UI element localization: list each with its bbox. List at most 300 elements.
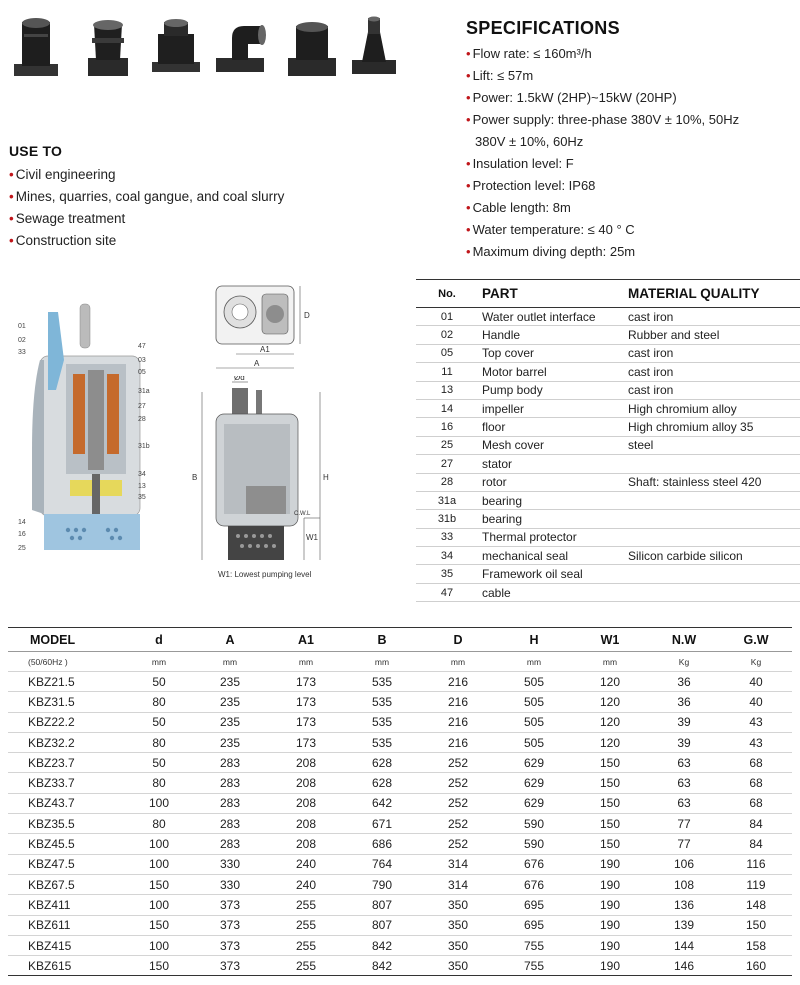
dimension-d: Ød	[234, 376, 245, 382]
parts-table-row	[416, 528, 800, 546]
model-name: KBZ21.5	[8, 672, 126, 692]
part-name: Pump body	[478, 381, 624, 399]
parts-table-row	[416, 583, 800, 601]
dim-A1: 173	[268, 712, 344, 732]
part-number: 14	[416, 399, 478, 417]
part-name: Thermal protector	[478, 528, 624, 546]
dim-A: 283	[192, 834, 268, 854]
parts-table-row	[416, 381, 800, 399]
dim-A1: 255	[268, 935, 344, 955]
drawing-note: W1: Lowest pumping level	[218, 570, 312, 579]
parts-table-row	[416, 473, 800, 491]
use-to-item: • Sewage treatment	[9, 211, 126, 226]
model-name: KBZ411	[8, 895, 126, 915]
dim-W1: 150	[572, 793, 648, 813]
dim-H: 505	[496, 692, 572, 712]
parts-table-row	[416, 363, 800, 381]
bullet: •	[9, 189, 14, 204]
model-name: KBZ32.2	[8, 732, 126, 752]
dim-A: 235	[192, 672, 268, 692]
outlet-diameter: 100	[126, 834, 192, 854]
parts-table-row	[416, 399, 800, 417]
part-material: cast iron	[624, 344, 800, 362]
model-dimensions-table	[8, 627, 792, 976]
net-weight: 63	[648, 753, 720, 773]
gross-weight: 116	[720, 854, 792, 874]
dim-A: 235	[192, 712, 268, 732]
dim-W1: 190	[572, 935, 648, 955]
model-row	[8, 773, 792, 793]
net-weight: 36	[648, 672, 720, 692]
dim-A1: 240	[268, 854, 344, 874]
outlet-interface-thumbnails	[8, 14, 408, 84]
net-weight: 36	[648, 692, 720, 712]
specifications-list	[466, 43, 796, 263]
callout-31b: 31b	[138, 443, 150, 450]
model-name: KBZ22.2	[8, 712, 126, 732]
dim-A1: 208	[268, 753, 344, 773]
dim-A: 283	[192, 753, 268, 773]
pump-cross-section-drawing	[18, 300, 158, 555]
parts-table-row	[416, 510, 800, 528]
model-row	[8, 793, 792, 813]
specifications-section	[466, 18, 796, 263]
part-material: Shaft: stainless steel 420	[624, 473, 800, 491]
pump-top-view-drawing	[196, 278, 326, 374]
dim-A: 373	[192, 956, 268, 976]
dim-B: 790	[344, 874, 420, 894]
spec-item: • Power: 1.5kW (2HP)~15kW (20HP)	[466, 90, 677, 105]
parts-table-row	[416, 455, 800, 473]
callout-01: 01	[18, 323, 26, 330]
dim-B: 628	[344, 773, 420, 793]
dim-A: 283	[192, 773, 268, 793]
model-name: KBZ615	[8, 956, 126, 976]
callout-35: 35	[138, 494, 146, 501]
bullet: •	[9, 211, 14, 226]
dim-H: 695	[496, 915, 572, 935]
dim-D: 252	[420, 834, 496, 854]
net-weight: 77	[648, 814, 720, 834]
dim-D: 216	[420, 692, 496, 712]
dim-A1: 240	[268, 874, 344, 894]
outlet-diameter: 150	[126, 956, 192, 976]
part-material	[624, 565, 800, 583]
dim-D: 314	[420, 854, 496, 874]
part-material: cast iron	[624, 381, 800, 399]
dim-H: 695	[496, 895, 572, 915]
dim-A1: 208	[268, 793, 344, 813]
dim-B: 807	[344, 895, 420, 915]
specifications-title: SPECIFICATIONS	[466, 18, 620, 38]
model-name: KBZ35.5	[8, 814, 126, 834]
dim-H: 755	[496, 935, 572, 955]
gross-weight: 160	[720, 956, 792, 976]
unit-label: (50/60Hz )	[8, 652, 126, 672]
gross-weight: 148	[720, 895, 792, 915]
header-material: MATERIAL QUALITY	[624, 280, 800, 308]
dim-B: 842	[344, 956, 420, 976]
dim-A: 373	[192, 895, 268, 915]
unit-label: mm	[344, 652, 420, 672]
dim-W1: 120	[572, 732, 648, 752]
dim-B: 642	[344, 793, 420, 813]
dim-A1: 208	[268, 773, 344, 793]
callout-31a: 31a	[138, 388, 150, 395]
dim-D: 350	[420, 895, 496, 915]
part-number: 33	[416, 528, 478, 546]
outlet-flange-image-1	[8, 14, 64, 80]
dim-A: 373	[192, 935, 268, 955]
dim-B: 671	[344, 814, 420, 834]
outlet-diameter: 100	[126, 793, 192, 813]
dim-W1: 120	[572, 672, 648, 692]
dim-W1: 150	[572, 753, 648, 773]
callout-05: 05	[138, 369, 146, 376]
header-B: B	[344, 628, 420, 652]
part-name: cable	[478, 583, 624, 601]
outlet-diameter: 100	[126, 935, 192, 955]
spec-item-continuation: 380V ± 10%, 60Hz	[475, 134, 584, 149]
callout-16: 16	[18, 531, 26, 538]
outlet-elbow-image	[212, 14, 268, 80]
gross-weight: 158	[720, 935, 792, 955]
models-header-row	[8, 628, 792, 652]
dim-D: 350	[420, 956, 496, 976]
part-material: steel	[624, 436, 800, 454]
model-row	[8, 692, 792, 712]
outlet-diameter: 80	[126, 773, 192, 793]
unit-label: mm	[572, 652, 648, 672]
unit-label: mm	[192, 652, 268, 672]
model-row	[8, 895, 792, 915]
use-to-item: • Mines, quarries, coal gangue, and coal slurry	[9, 189, 285, 204]
parts-header-row	[416, 280, 800, 308]
part-number: 31b	[416, 510, 478, 528]
dimension-W1: W1	[306, 533, 318, 542]
dim-W1: 190	[572, 874, 648, 894]
dim-D: 252	[420, 753, 496, 773]
dim-D: 252	[420, 814, 496, 834]
header-nw: N.W	[648, 628, 720, 652]
net-weight: 77	[648, 834, 720, 854]
header-model: MODEL	[8, 628, 126, 652]
parts-table-row	[416, 436, 800, 454]
use-to-list	[9, 164, 389, 252]
outlet-hose-nozzle-image	[346, 14, 402, 80]
spec-item: • Insulation level: F	[466, 156, 574, 171]
part-number: 05	[416, 344, 478, 362]
callout-34: 34	[138, 471, 146, 478]
unit-label: mm	[268, 652, 344, 672]
dim-D: 252	[420, 773, 496, 793]
outlet-diameter: 80	[126, 732, 192, 752]
outlet-diameter: 50	[126, 753, 192, 773]
gross-weight: 68	[720, 773, 792, 793]
parts-table-row	[416, 547, 800, 565]
net-weight: 146	[648, 956, 720, 976]
outlet-diameter: 50	[126, 712, 192, 732]
dim-B: 842	[344, 935, 420, 955]
gross-weight: 68	[720, 753, 792, 773]
net-weight: 63	[648, 773, 720, 793]
model-name: KBZ23.7	[8, 753, 126, 773]
spec-item: • Lift: ≤ 57m	[466, 68, 534, 83]
dim-H: 505	[496, 672, 572, 692]
part-number: 35	[416, 565, 478, 583]
part-material	[624, 510, 800, 528]
dimension-A1: A1	[260, 345, 270, 354]
dim-D: 216	[420, 712, 496, 732]
header-no: No.	[416, 280, 478, 308]
header-A: A	[192, 628, 268, 652]
part-number: 13	[416, 381, 478, 399]
dim-H: 590	[496, 834, 572, 854]
dim-W1: 120	[572, 692, 648, 712]
model-row	[8, 834, 792, 854]
dim-D: 350	[420, 935, 496, 955]
callout-28: 28	[138, 416, 146, 423]
spec-item: • Water temperature: ≤ 40 ° C	[466, 222, 635, 237]
net-weight: 108	[648, 874, 720, 894]
dim-H: 629	[496, 753, 572, 773]
header-W1: W1	[572, 628, 648, 652]
part-name: Top cover	[478, 344, 624, 362]
dim-B: 535	[344, 672, 420, 692]
gross-weight: 84	[720, 814, 792, 834]
part-name: impeller	[478, 399, 624, 417]
unit-label: mm	[420, 652, 496, 672]
part-number: 01	[416, 308, 478, 326]
outlet-diameter: 150	[126, 915, 192, 935]
dim-B: 535	[344, 712, 420, 732]
outlet-diameter: 100	[126, 895, 192, 915]
use-to-item: • Construction site	[9, 233, 117, 248]
spec-item: • Cable length: 8m	[466, 200, 571, 215]
parts-table-row	[416, 418, 800, 436]
dim-W1: 190	[572, 956, 648, 976]
model-row	[8, 753, 792, 773]
spec-item: • Protection level: IP68	[466, 178, 596, 193]
part-name: Water outlet interface	[478, 308, 624, 326]
dim-A1: 255	[268, 956, 344, 976]
gross-weight: 119	[720, 874, 792, 894]
units-row	[8, 652, 792, 672]
dim-A: 235	[192, 692, 268, 712]
outlet-flange-image-2	[80, 14, 136, 80]
outlet-diameter: 150	[126, 874, 192, 894]
dimension-B: B	[192, 473, 198, 482]
outlet-diameter: 80	[126, 814, 192, 834]
dim-A: 330	[192, 874, 268, 894]
part-material	[624, 455, 800, 473]
dim-H: 629	[496, 793, 572, 813]
net-weight: 144	[648, 935, 720, 955]
dim-W1: 190	[572, 895, 648, 915]
dim-W1: 190	[572, 854, 648, 874]
callout-33: 33	[18, 349, 26, 356]
dim-D: 252	[420, 793, 496, 813]
dim-D: 350	[420, 915, 496, 935]
part-name: stator	[478, 455, 624, 473]
dim-A: 330	[192, 854, 268, 874]
dim-H: 505	[496, 712, 572, 732]
unit-label: mm	[496, 652, 572, 672]
dimension-A: A	[254, 359, 260, 368]
dim-H: 676	[496, 874, 572, 894]
dim-A1: 208	[268, 814, 344, 834]
dim-B: 628	[344, 753, 420, 773]
gross-weight: 150	[720, 915, 792, 935]
model-name: KBZ611	[8, 915, 126, 935]
model-name: KBZ47.5	[8, 854, 126, 874]
part-material: cast iron	[624, 308, 800, 326]
dimension-H: H	[323, 473, 329, 482]
part-number: 02	[416, 326, 478, 344]
model-row	[8, 956, 792, 976]
part-material: High chromium alloy 35	[624, 418, 800, 436]
spec-item: • Maximum diving depth: 25m	[466, 244, 636, 259]
part-number: 16	[416, 418, 478, 436]
callout-47: 47	[138, 343, 146, 350]
dim-W1: 150	[572, 814, 648, 834]
outlet-diameter: 50	[126, 672, 192, 692]
gross-weight: 40	[720, 692, 792, 712]
dim-H: 629	[496, 773, 572, 793]
net-weight: 106	[648, 854, 720, 874]
model-name: KBZ415	[8, 935, 126, 955]
part-name: rotor	[478, 473, 624, 491]
dim-A: 373	[192, 915, 268, 935]
net-weight: 139	[648, 915, 720, 935]
dim-H: 755	[496, 956, 572, 976]
gross-weight: 43	[720, 732, 792, 752]
dim-A: 283	[192, 793, 268, 813]
spec-item: • Power supply: three-phase 380V ± 10%, 50Hz	[466, 112, 740, 127]
gross-weight: 40	[720, 672, 792, 692]
part-name: Handle	[478, 326, 624, 344]
part-name: mechanical seal	[478, 547, 624, 565]
dim-A1: 255	[268, 895, 344, 915]
part-number: 31a	[416, 491, 478, 509]
model-name: KBZ67.5	[8, 874, 126, 894]
model-row	[8, 814, 792, 834]
outlet-flange-image-3	[148, 14, 204, 80]
use-to-item: • Civil engineering	[9, 167, 116, 182]
dim-W1: 150	[572, 834, 648, 854]
net-weight: 136	[648, 895, 720, 915]
dim-A1: 255	[268, 915, 344, 935]
part-name: Motor barrel	[478, 363, 624, 381]
use-to-section	[9, 143, 389, 252]
model-name: KBZ45.5	[8, 834, 126, 854]
part-material: Rubber and steel	[624, 326, 800, 344]
use-to-title: USE TO	[9, 143, 63, 159]
header-D: D	[420, 628, 496, 652]
dim-W1: 190	[572, 915, 648, 935]
part-number: 25	[416, 436, 478, 454]
part-name: Framework oil seal	[478, 565, 624, 583]
dim-D: 314	[420, 874, 496, 894]
callout-25: 25	[18, 545, 26, 552]
part-name: bearing	[478, 491, 624, 509]
outlet-flange-image-4	[284, 14, 340, 80]
unit-label: Kg	[648, 652, 720, 672]
parts-table-row	[416, 344, 800, 362]
dim-A: 283	[192, 814, 268, 834]
net-weight: 63	[648, 793, 720, 813]
part-number: 27	[416, 455, 478, 473]
model-row	[8, 732, 792, 752]
part-material	[624, 583, 800, 601]
dim-B: 764	[344, 854, 420, 874]
dim-H: 676	[496, 854, 572, 874]
gross-weight: 43	[720, 712, 792, 732]
callout-14: 14	[18, 519, 26, 526]
bullet: •	[9, 167, 14, 182]
dim-A1: 208	[268, 834, 344, 854]
model-row	[8, 854, 792, 874]
part-number: 47	[416, 583, 478, 601]
part-material: High chromium alloy	[624, 399, 800, 417]
model-name: KBZ33.7	[8, 773, 126, 793]
header-d: d	[126, 628, 192, 652]
part-number: 28	[416, 473, 478, 491]
gross-weight: 84	[720, 834, 792, 854]
part-number: 11	[416, 363, 478, 381]
part-material	[624, 528, 800, 546]
model-row	[8, 672, 792, 692]
parts-table-row	[416, 308, 800, 326]
net-weight: 39	[648, 712, 720, 732]
dim-H: 590	[496, 814, 572, 834]
parts-table-row	[416, 326, 800, 344]
dimension-CWL: C.W.L	[294, 511, 311, 517]
bullet: •	[9, 233, 14, 248]
dim-B: 686	[344, 834, 420, 854]
part-material: cast iron	[624, 363, 800, 381]
dim-D: 216	[420, 732, 496, 752]
part-number: 34	[416, 547, 478, 565]
dim-H: 505	[496, 732, 572, 752]
callout-27: 27	[138, 403, 146, 410]
header-A1: A1	[268, 628, 344, 652]
parts-material-table	[416, 279, 800, 602]
header-gw: G.W	[720, 628, 792, 652]
gross-weight: 68	[720, 793, 792, 813]
dim-W1: 150	[572, 773, 648, 793]
callout-02: 02	[18, 337, 26, 344]
outlet-diameter: 100	[126, 854, 192, 874]
model-row	[8, 874, 792, 894]
model-name: KBZ31.5	[8, 692, 126, 712]
pump-side-view-drawing	[186, 376, 336, 568]
parts-table-row	[416, 565, 800, 583]
header-part: PART	[478, 280, 624, 308]
dim-A1: 173	[268, 692, 344, 712]
unit-label: mm	[126, 652, 192, 672]
part-material	[624, 491, 800, 509]
spec-item: • Flow rate: ≤ 160m³/h	[466, 46, 592, 61]
callout-13: 13	[138, 483, 146, 490]
part-material: Silicon carbide silicon	[624, 547, 800, 565]
header-H: H	[496, 628, 572, 652]
model-row	[8, 915, 792, 935]
dim-A: 235	[192, 732, 268, 752]
part-name: bearing	[478, 510, 624, 528]
dim-A1: 173	[268, 732, 344, 752]
model-row	[8, 712, 792, 732]
